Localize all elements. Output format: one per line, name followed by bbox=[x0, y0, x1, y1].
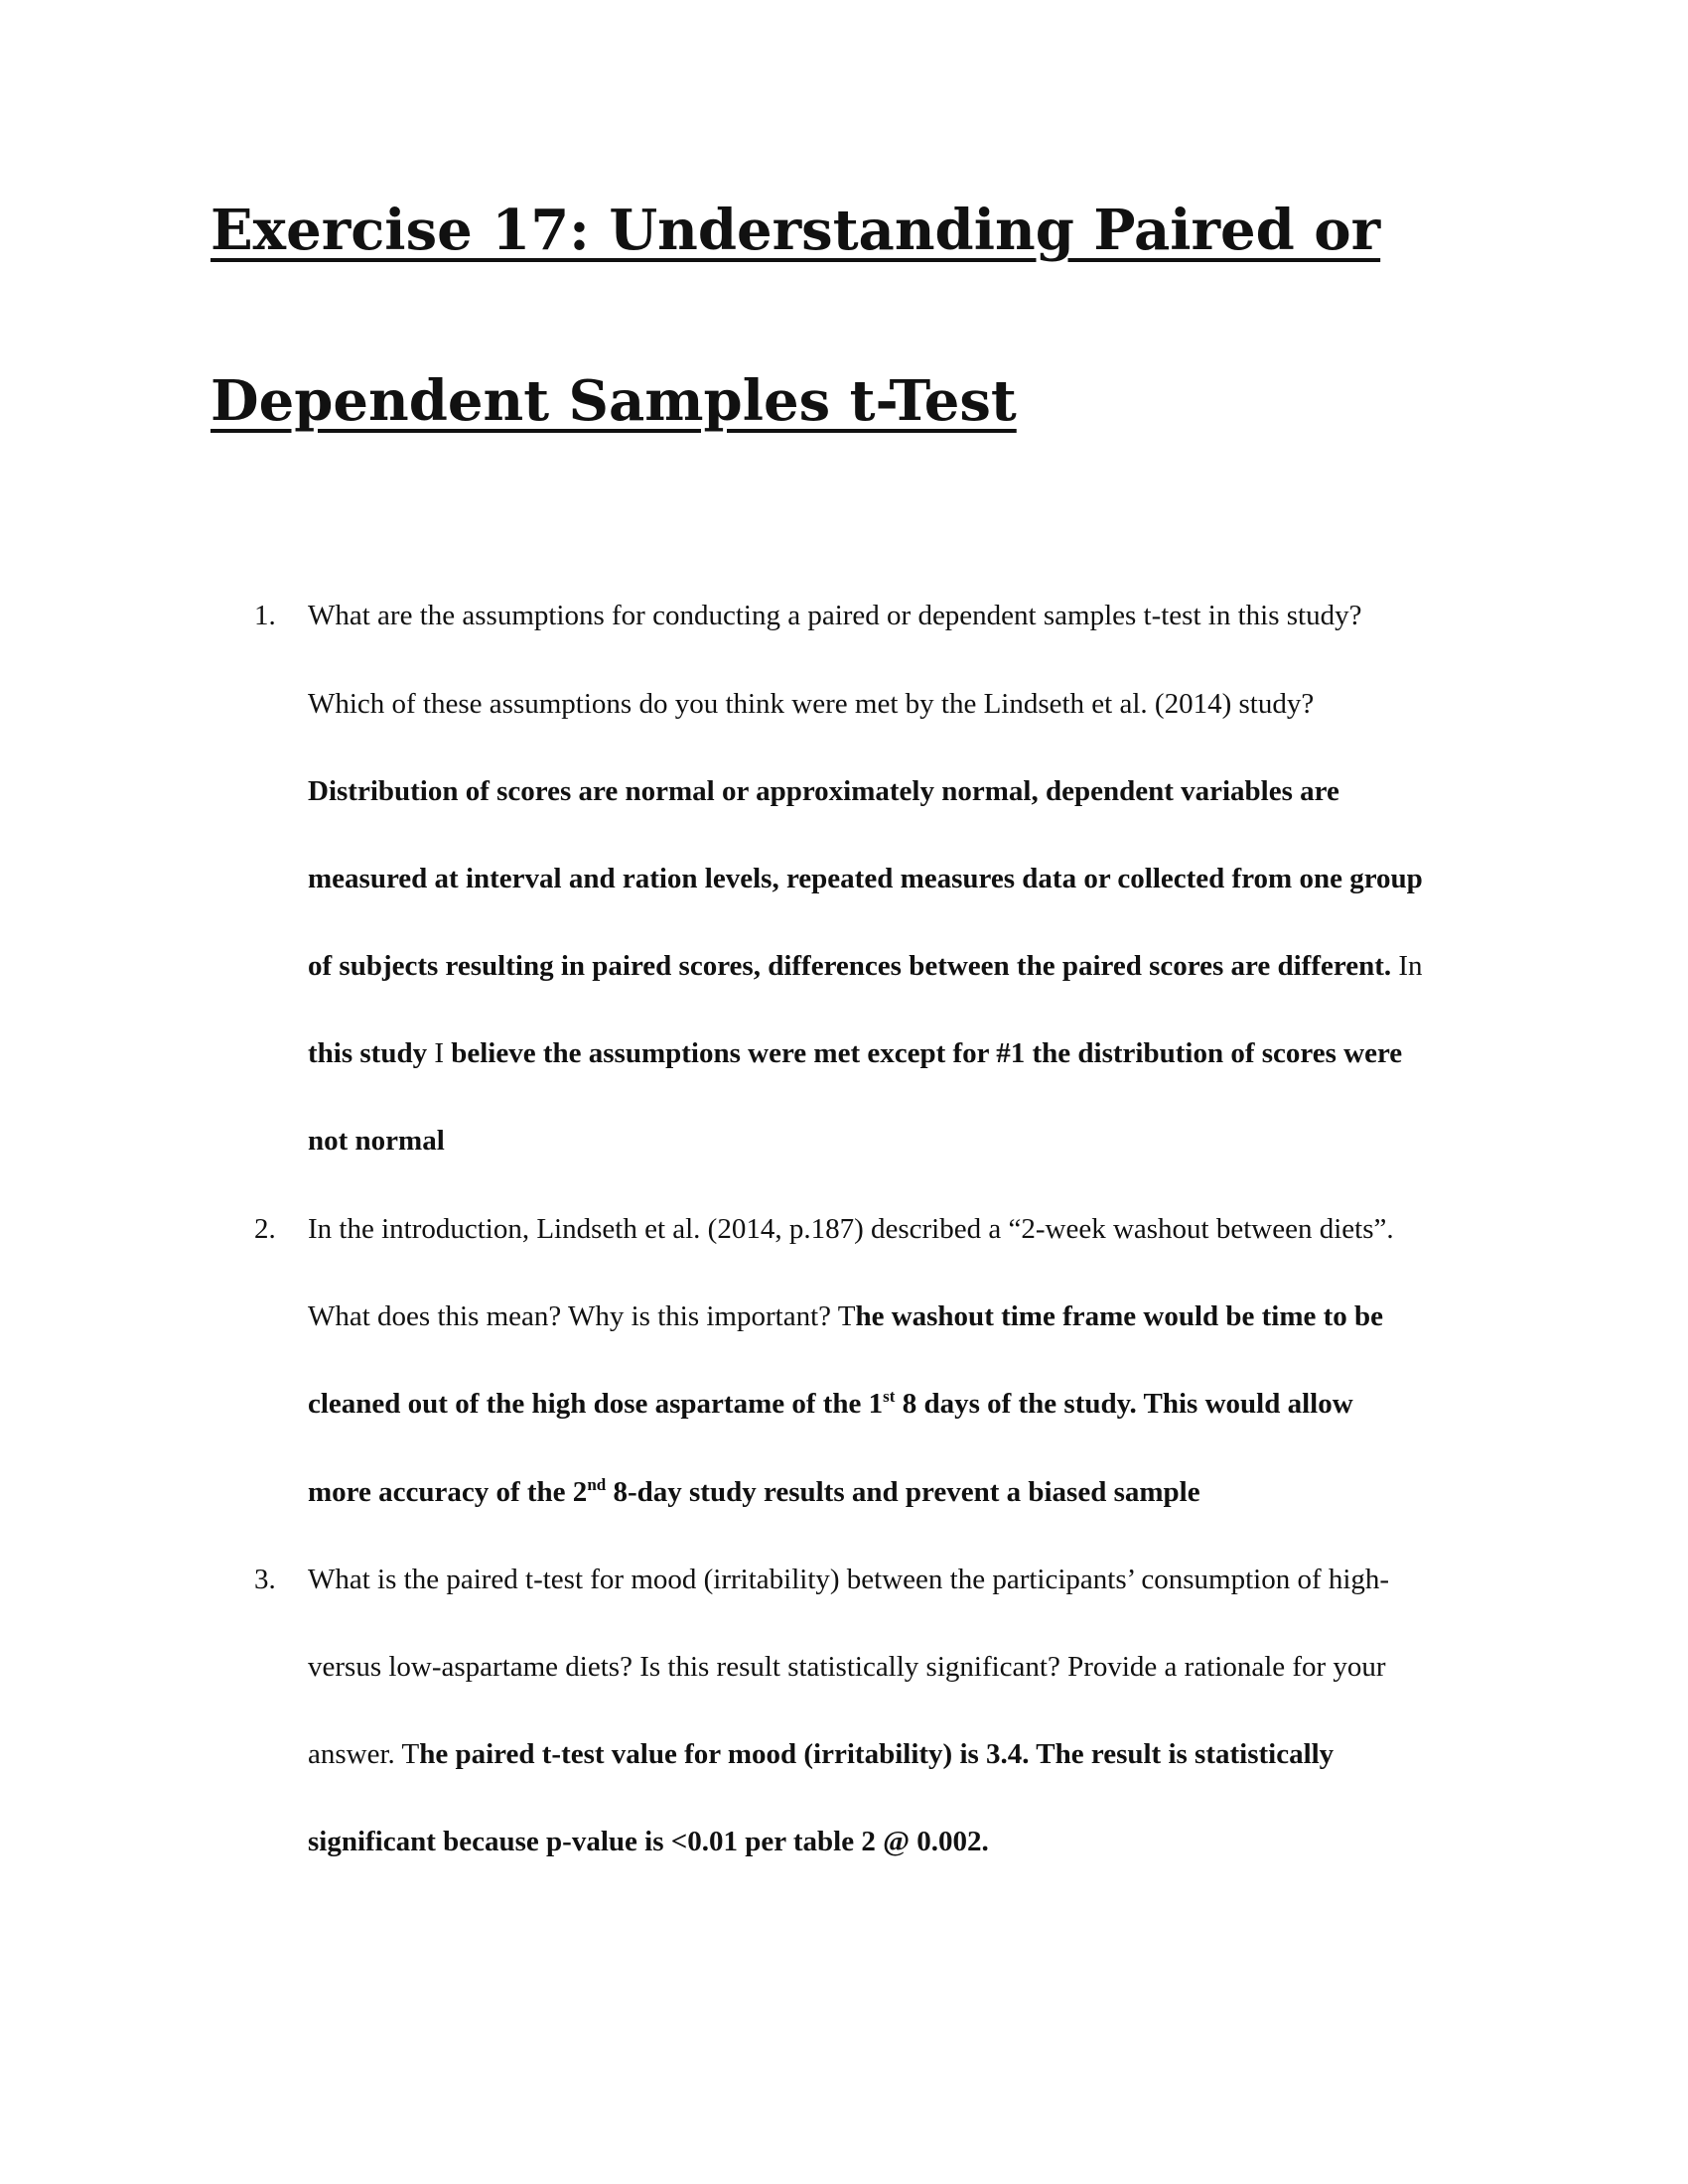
question-1-answer-line-5: not normal bbox=[308, 1125, 445, 1157]
ordinal-superscript: nd bbox=[587, 1475, 607, 1494]
question-1-answer-text: I bbox=[434, 1037, 444, 1069]
question-1-answer-line-4 bbox=[308, 1039, 1402, 1068]
question-2-number: 2. bbox=[254, 1213, 276, 1245]
question-3-prompt-line-2: versus low-aspartame diets? Is this result statistically significant? Provide a rationale for your bbox=[308, 1651, 1386, 1683]
question-1-answer-text: of subjects resulting in paired scores, differences between the paired scores are different. bbox=[308, 950, 1392, 982]
question-3-answer-line-2: significant because p-value is <0.01 per table 2 @ 0.002. bbox=[308, 1826, 989, 1857]
question-2-prompt-text: What does this mean? Why is this important? T bbox=[308, 1300, 856, 1332]
question-2-answer-text: more accuracy of the 2 bbox=[308, 1476, 588, 1508]
ordinal-superscript: st bbox=[883, 1387, 896, 1406]
question-1-answer-line-3 bbox=[308, 952, 1423, 981]
question-2-answer-text: 8-day study results and prevent a biased sample bbox=[606, 1476, 1200, 1508]
question-1-prompt-line-2: Which of these assumptions do you think were met by the Lindseth et al. (2014) study? bbox=[308, 688, 1315, 720]
question-3-number: 3. bbox=[254, 1564, 276, 1595]
question-1-answer-line-2: measured at interval and ration levels, repeated measures data or collected from one group bbox=[308, 863, 1423, 894]
question-2-answer-text: he washout time frame would be time to be bbox=[855, 1300, 1384, 1332]
question-3-answer-text: he paired t-test value for mood (irritability) is 3.4. The result is statistically bbox=[419, 1738, 1335, 1770]
question-3-prompt-text: answer. T bbox=[308, 1738, 420, 1770]
question-1-answer-text: In bbox=[1398, 950, 1423, 982]
question-1-answer-line-1: Distribution of scores are normal or approximately normal, dependent variables are bbox=[308, 775, 1339, 807]
question-1-answer-text: this study bbox=[308, 1037, 428, 1069]
title-line-2: Dependent Samples t-Test bbox=[211, 368, 1017, 434]
question-2-answer-text: 8 days of the study. This would allow bbox=[895, 1388, 1353, 1420]
question-2-prompt-line-2 bbox=[308, 1302, 1383, 1331]
question-1-prompt-line-1: What are the assumptions for conducting a paired or dependent samples t-test in this study? bbox=[308, 600, 1362, 631]
question-2-answer-line-3 bbox=[308, 1475, 1200, 1508]
question-3-prompt-line-1: What is the paired t-test for mood (irritability) between the participants’ consumption of high- bbox=[308, 1564, 1390, 1595]
question-1-answer-text: believe the assumptions were met except for #1 the distribution of scores were bbox=[451, 1037, 1403, 1069]
question-2-answer-text: cleaned out of the high dose aspartame of the 1 bbox=[308, 1388, 884, 1420]
title-line-1: Exercise 17: Understanding Paired or bbox=[211, 198, 1381, 263]
question-3-prompt-line-3 bbox=[308, 1740, 1334, 1769]
question-1-number: 1. bbox=[254, 600, 276, 631]
question-2-prompt-line-1: In the introduction, Lindseth et al. (2014, p.187) described a “2-week washout between diets”. bbox=[308, 1213, 1394, 1245]
question-2-answer-line-2 bbox=[308, 1387, 1353, 1420]
